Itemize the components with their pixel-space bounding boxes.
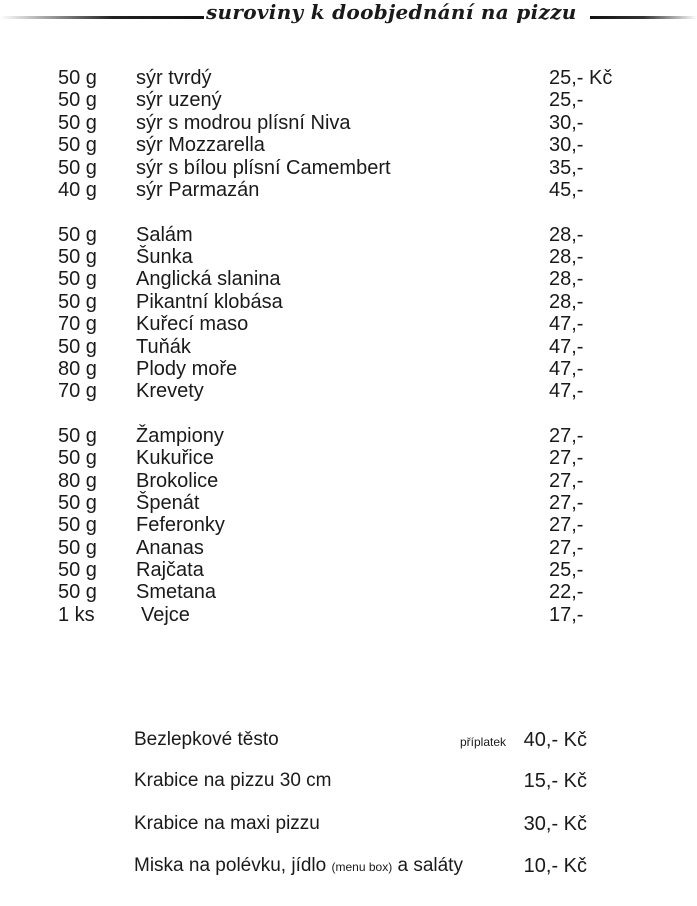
item-price: 28,- — [549, 246, 584, 268]
item-quantity: 50 g — [58, 514, 97, 536]
extra-name: Bezlepkové těsto — [134, 729, 279, 750]
list-item — [0, 559, 697, 581]
item-quantity: 70 g — [58, 313, 97, 335]
item-price: 28,- — [549, 291, 584, 313]
list-item — [0, 447, 697, 469]
list-item — [0, 380, 697, 402]
item-quantity: 80 g — [58, 358, 97, 380]
item-quantity: 50 g — [58, 134, 97, 156]
item-name: Salám — [136, 224, 193, 246]
item-price: 25,- — [549, 559, 584, 581]
item-name: Brokolice — [136, 470, 219, 492]
item-quantity: 50 g — [58, 67, 97, 89]
page-header — [0, 0, 697, 30]
extra-name: Krabice na maxi pizzu — [134, 813, 320, 834]
list-item — [0, 581, 697, 603]
item-name: Špenát — [136, 492, 200, 514]
item-price: 27,- — [549, 447, 584, 469]
list-item — [0, 470, 697, 492]
item-quantity: 40 g — [58, 179, 97, 201]
item-price: 27,- — [549, 425, 584, 447]
item-price: 17,- — [549, 604, 584, 626]
item-name: Smetana — [136, 581, 217, 603]
item-quantity: 50 g — [58, 157, 97, 179]
item-price: 27,- — [549, 537, 584, 559]
list-item — [0, 537, 697, 559]
list-item — [0, 179, 697, 201]
item-quantity: 50 g — [58, 581, 97, 603]
extra-item — [0, 811, 697, 837]
extra-note: příplatek — [460, 735, 507, 749]
item-name: sýr Parmazán — [136, 179, 260, 201]
item-name: sýr Mozzarella — [136, 134, 265, 156]
item-price: 30,- — [549, 112, 584, 134]
item-price: 27,- — [549, 514, 584, 536]
extra-name-end: a saláty — [397, 855, 463, 876]
item-price: 47,- — [549, 336, 584, 358]
item-name: Pikantní klobása — [136, 291, 283, 313]
item-name: Feferonky — [136, 514, 225, 536]
item-quantity: 50 g — [58, 537, 97, 559]
list-item — [0, 291, 697, 313]
list-item — [0, 268, 697, 290]
item-price: 27,- — [549, 492, 584, 514]
list-item — [0, 246, 697, 268]
list-item — [0, 112, 697, 134]
item-name: Plody moře — [136, 358, 238, 380]
item-name: Žampiony — [136, 425, 224, 447]
item-price: 28,- — [549, 268, 584, 290]
item-quantity: 50 g — [58, 224, 97, 246]
item-name: Vejce — [141, 604, 190, 626]
header-rule-right — [590, 16, 697, 19]
extra-price: 15,- Kč — [523, 770, 587, 792]
list-item — [0, 224, 697, 246]
item-name: Anglická slanina — [136, 268, 281, 290]
item-quantity: 80 g — [58, 470, 97, 492]
item-name: Šunka — [136, 246, 193, 268]
item-name: Kuřecí maso — [136, 313, 249, 335]
item-price: 47,- — [549, 313, 584, 335]
page-title: suroviny k doobjednání na pizzu — [206, 0, 577, 24]
extra-item — [0, 853, 697, 879]
list-item — [0, 514, 697, 536]
list-item — [0, 425, 697, 447]
item-name: Tuňák — [136, 336, 191, 358]
item-price: 35,- — [549, 157, 584, 179]
extra-item — [0, 727, 697, 753]
item-price: 25,- — [549, 89, 584, 111]
item-quantity: 50 g — [58, 336, 97, 358]
item-price: 47,- — [549, 358, 584, 380]
extra-price: 40,- Kč — [523, 729, 587, 751]
extra-name-main: Miska na polévku, jídlo — [134, 855, 327, 876]
item-name: Rajčata — [136, 559, 204, 581]
item-quantity: 50 g — [58, 425, 97, 447]
item-quantity: 50 g — [58, 268, 97, 290]
item-price: 25,- Kč — [549, 67, 613, 89]
item-quantity: 50 g — [58, 89, 97, 111]
list-item — [0, 89, 697, 111]
item-price: 22,- — [549, 581, 584, 603]
item-name: sýr s bílou plísní Camembert — [136, 157, 391, 179]
item-name: sýr uzený — [136, 89, 222, 111]
item-quantity: 50 g — [58, 447, 97, 469]
item-quantity: 50 g — [58, 291, 97, 313]
list-item — [0, 67, 697, 89]
item-price: 28,- — [549, 224, 584, 246]
item-name: sýr s modrou plísní Niva — [136, 112, 351, 134]
list-item — [0, 358, 697, 380]
extra-price: 10,- Kč — [523, 855, 587, 877]
item-price: 27,- — [549, 470, 584, 492]
item-name: Ananas — [136, 537, 204, 559]
list-item — [0, 604, 697, 626]
item-name: sýr tvrdý — [136, 67, 212, 89]
extra-price: 30,- Kč — [523, 813, 587, 835]
item-quantity: 50 g — [58, 492, 97, 514]
item-price: 30,- — [549, 134, 584, 156]
list-item — [0, 313, 697, 335]
item-name: Krevety — [136, 380, 204, 402]
extra-name-note: (menu box) — [331, 860, 393, 874]
list-item — [0, 492, 697, 514]
item-quantity: 50 g — [58, 112, 97, 134]
item-price: 45,- — [549, 179, 584, 201]
list-item — [0, 336, 697, 358]
header-rule-left — [0, 16, 204, 19]
item-quantity: 1 ks — [58, 604, 95, 626]
list-item — [0, 134, 697, 156]
item-name: Kukuřice — [136, 447, 214, 469]
item-quantity: 50 g — [58, 246, 97, 268]
extra-item — [0, 768, 697, 794]
extra-name — [134, 853, 463, 880]
extra-name: Krabice na pizzu 30 cm — [134, 770, 332, 791]
item-price: 47,- — [549, 380, 584, 402]
list-item — [0, 157, 697, 179]
item-quantity: 70 g — [58, 380, 97, 402]
item-quantity: 50 g — [58, 559, 97, 581]
